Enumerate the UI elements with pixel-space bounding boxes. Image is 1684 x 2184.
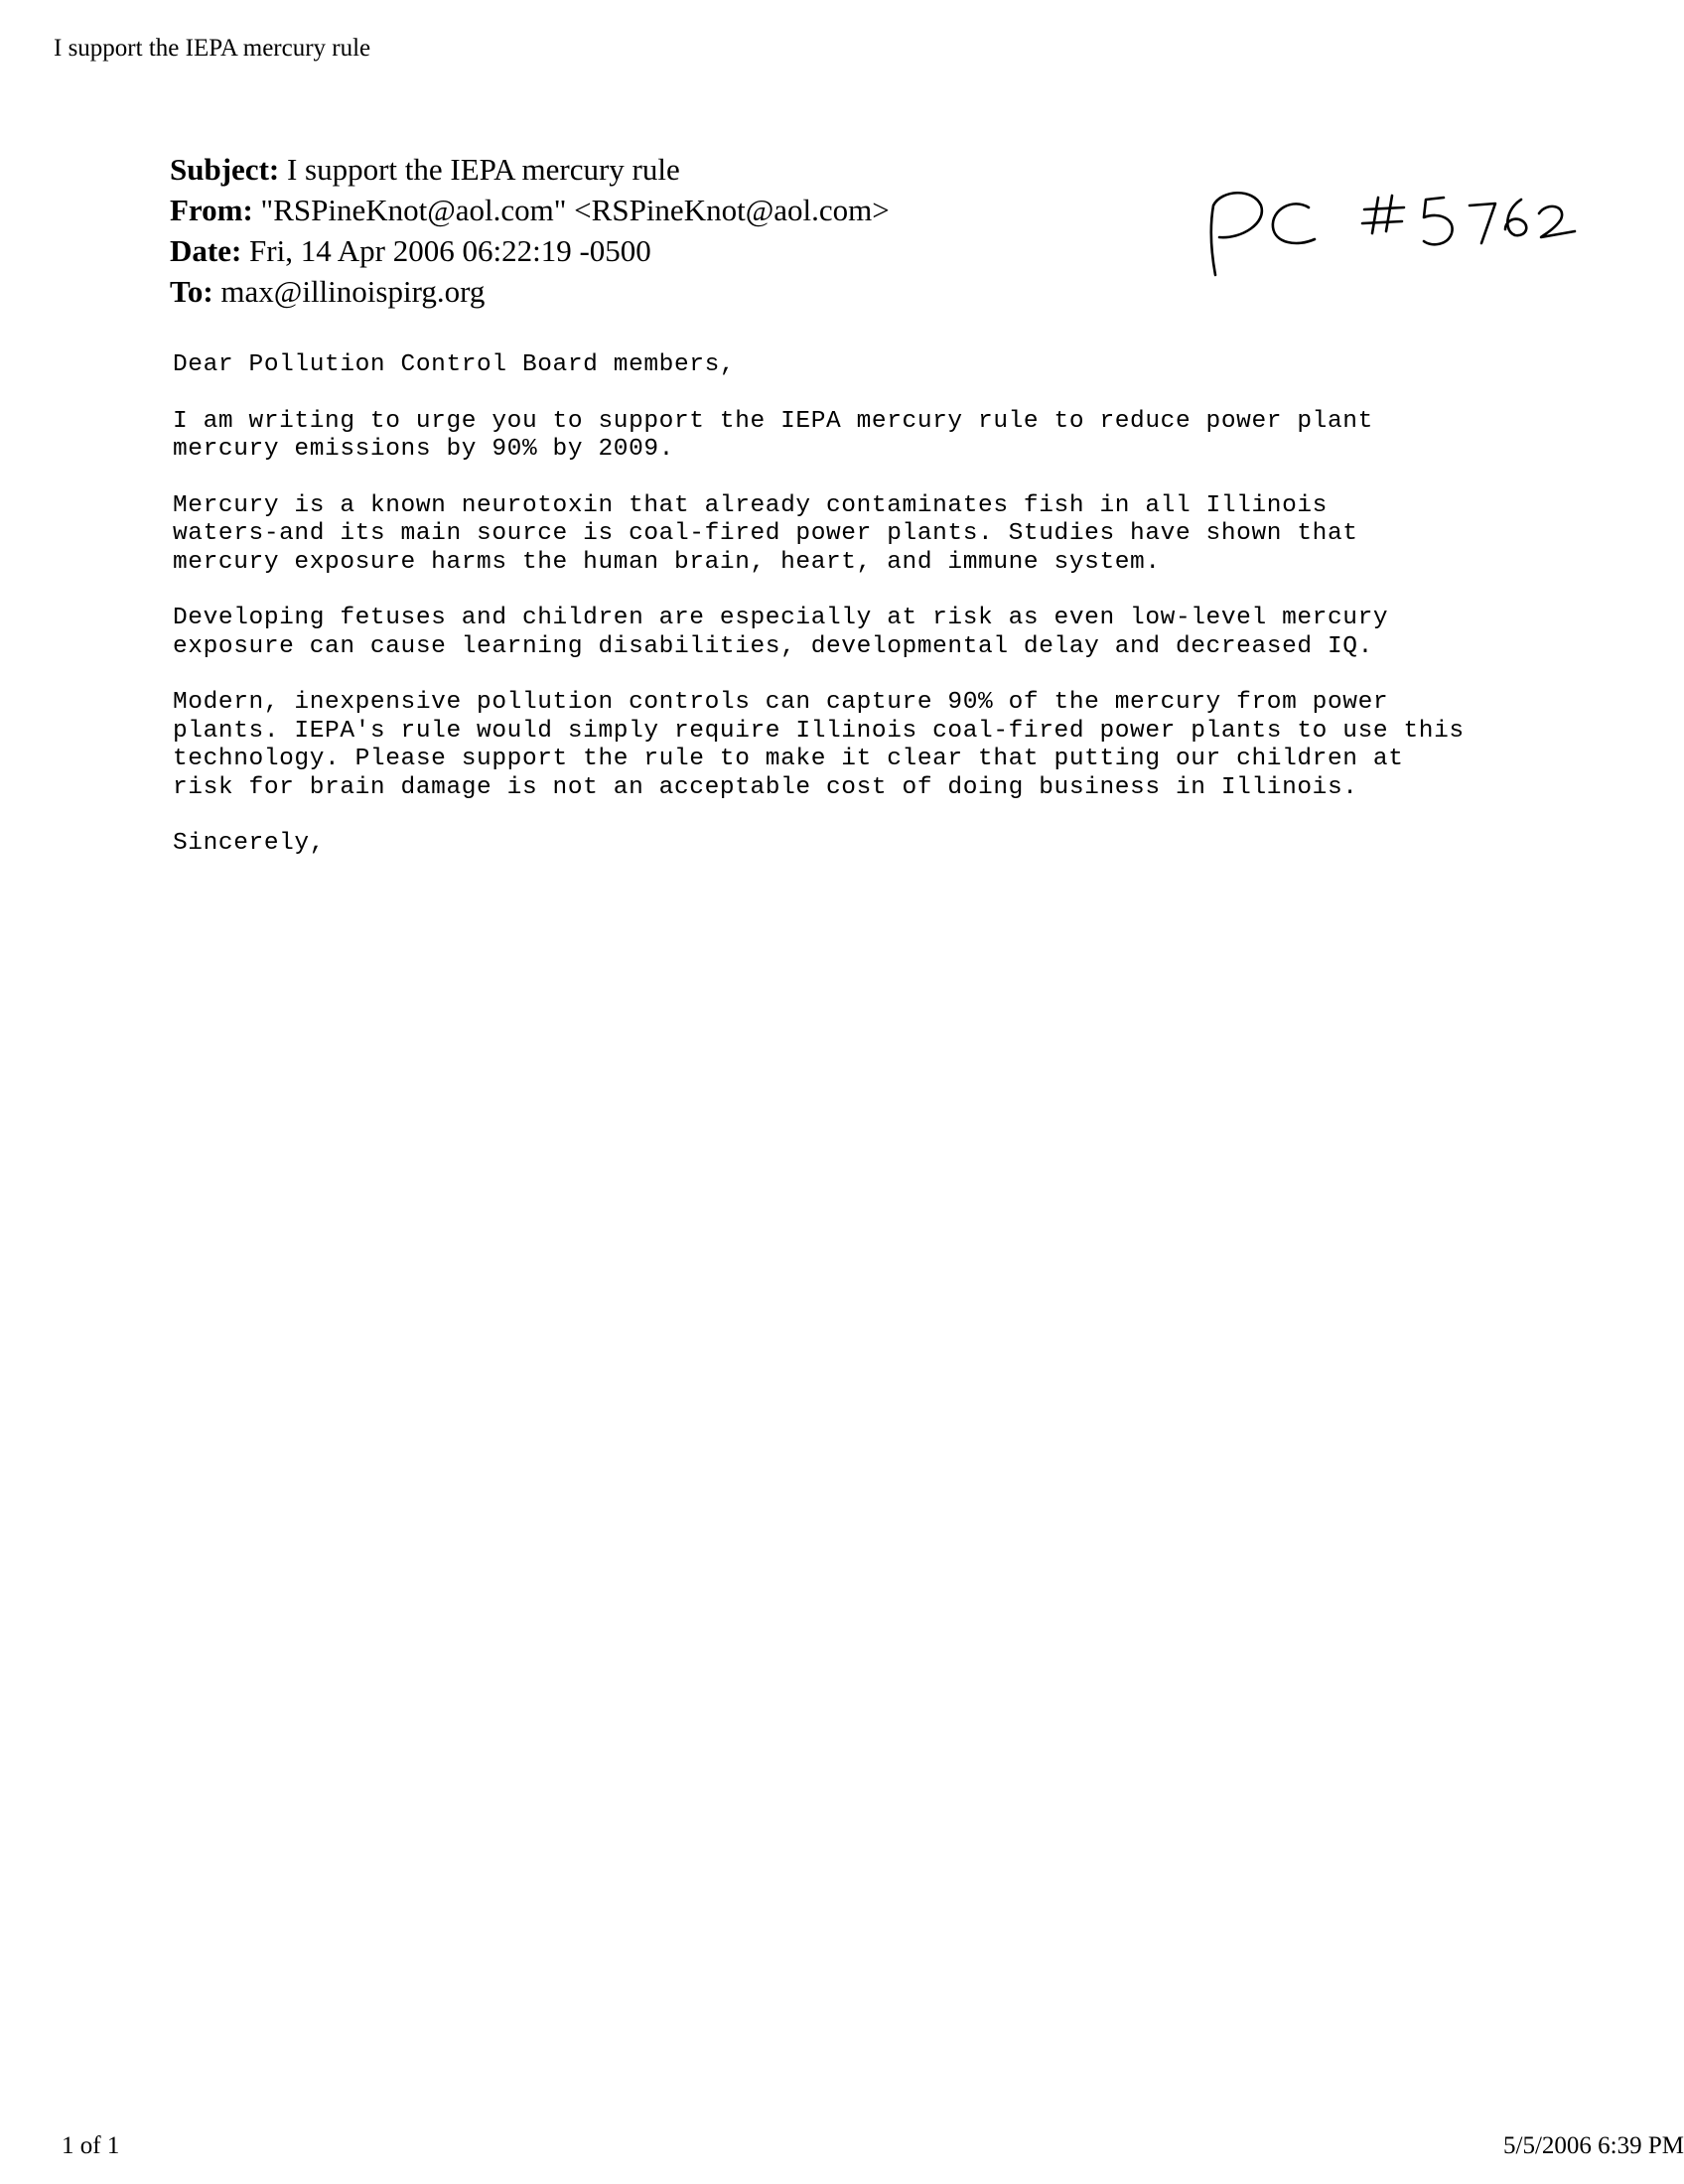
to-row [170, 271, 890, 312]
to-label: To: [170, 274, 213, 309]
email-header [170, 149, 890, 312]
page-number: 1 of 1 [62, 2132, 120, 2159]
from-label: From: [170, 193, 253, 227]
body-paragraph-1: I am writing to urge you to support the IEPA mercury rule to reduce power plant mercury emissions by 90% by 2009. [173, 407, 1373, 463]
email-body [173, 351, 1642, 887]
subject-value: I support the IEPA mercury rule [286, 152, 680, 187]
from-row [170, 190, 890, 230]
body-paragraph-2: Mercury is a known neurotoxin that already contaminates fish in all Illinois waters-and its main source is coal-fired power plants. Studies have shown that mercury exposure harms the human brain, heart, and immune system. [173, 491, 1358, 576]
closing: Sincerely, [173, 830, 326, 857]
page-header-title: I support the IEPA mercury rule [54, 35, 371, 62]
greeting: Dear Pollution Control Board members, [173, 351, 736, 378]
printed-timestamp: 5/5/2006 6:39 PM [1503, 2132, 1684, 2159]
body-paragraph-3: Developing fetuses and children are especially at risk as even low-level mercury exposure can cause learning disabilities, developmental delay and decreased IQ. [173, 605, 1389, 660]
to-value: max@illinoispirg.org [220, 274, 486, 309]
date-value: Fri, 14 Apr 2006 06:22:19 -0500 [249, 233, 651, 268]
date-row [170, 230, 890, 271]
date-label: Date: [170, 233, 242, 268]
handwritten-stamp [1201, 184, 1579, 293]
subject-row [170, 149, 890, 190]
body-paragraph-4: Modern, inexpensive pollution controls can capture 90% of the mercury from power plants. IEPA's rule would simply require Illinois coal-fired power plants to use this technology. Please support the rule to make it clear that putting our children at risk for brain damage is not an acceptable cost of doing business in Illinois. [173, 689, 1465, 801]
from-value: "RSPineKnot@aol.com" <RSPineKnot@aol.com> [260, 193, 890, 227]
subject-label: Subject: [170, 152, 280, 187]
